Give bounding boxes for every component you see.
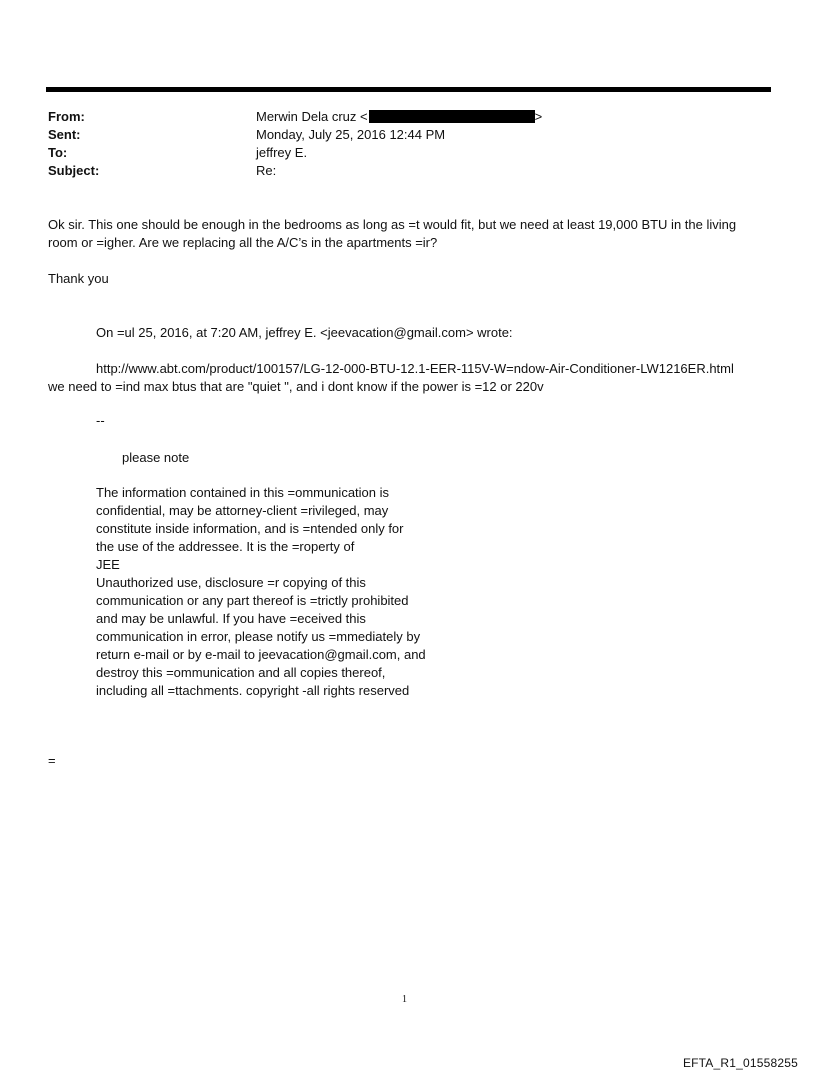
header-divider bbox=[46, 87, 771, 92]
to-row bbox=[48, 144, 768, 162]
disclaimer-line: confidential, may be attorney-client =rivileged, may bbox=[96, 503, 389, 518]
confidentiality-disclaimer bbox=[96, 484, 456, 700]
from-label: From: bbox=[48, 109, 85, 124]
disclaimer-line: Unauthorized use, disclosure =r copying of this bbox=[96, 575, 366, 590]
trailing-equals-mark: = bbox=[48, 753, 56, 768]
disclaimer-line: JEE bbox=[96, 557, 120, 572]
from-email-close: > bbox=[534, 109, 543, 124]
please-note-heading: please note bbox=[122, 450, 190, 465]
disclaimer-line: return e-mail or by e-mail to jeevacation@gmail.com, and bbox=[96, 647, 426, 662]
product-link[interactable]: http://www.abt.com/product/100157/LG-12-000-BTU-12.1-EER-115V-W=ndow-Air-Conditioner-LW1216ER.html bbox=[96, 361, 734, 376]
quoted-intro: On =ul 25, 2016, at 7:20 AM, jeffrey E. <jeevacation@gmail.com> wrote: bbox=[96, 325, 513, 340]
to-value: jeffrey E. bbox=[256, 145, 308, 160]
page-number: 1 bbox=[402, 994, 407, 1005]
redaction-bar bbox=[369, 110, 535, 123]
signature-separator: -- bbox=[96, 413, 105, 428]
sent-value: Monday, July 25, 2016 12:44 PM bbox=[256, 127, 446, 142]
subject-label: Subject: bbox=[48, 163, 100, 178]
reply-signoff: Thank you bbox=[48, 271, 109, 286]
bates-number: EFTA_R1_01558255 bbox=[682, 1056, 798, 1070]
from-row bbox=[48, 108, 768, 126]
disclaimer-line: including all =ttachments. copyright -all rights reserved bbox=[96, 683, 410, 698]
disclaimer-line: communication in error, please notify us =mmediately by bbox=[96, 629, 421, 644]
disclaimer-line: communication or any part thereof is =trictly prohibited bbox=[96, 593, 409, 608]
reply-paragraph: Ok sir. This one should be enough in the bedrooms as long as =t would fit, but we need at least 19,000 BTU in the living room or =igher. Are we replacing all the A/C’s in the apartments =ir? bbox=[48, 217, 737, 250]
from-value bbox=[256, 108, 542, 126]
disclaimer-line: the use of the addressee. It is the =roperty of bbox=[96, 539, 355, 554]
disclaimer-line: and may be unlawful. If you have =eceived this bbox=[96, 611, 366, 626]
from-sender-name: Merwin Dela cruz < bbox=[256, 109, 368, 124]
subject-value: Re: bbox=[256, 163, 277, 178]
disclaimer-line: constitute inside information, and is =ntended only for bbox=[96, 521, 404, 536]
quoted-continuation: we need to =ind max btus that are "quiet ", and i dont know if the power is =12 or 220v bbox=[48, 379, 544, 394]
disclaimer-line: The information contained in this =ommunication is bbox=[96, 485, 390, 500]
subject-row bbox=[48, 162, 768, 180]
to-label: To: bbox=[48, 145, 68, 160]
quoted-message bbox=[48, 360, 770, 396]
sent-row bbox=[48, 126, 768, 144]
sent-label: Sent: bbox=[48, 127, 81, 142]
disclaimer-line: destroy this =ommunication and all copies thereof, bbox=[96, 665, 386, 680]
email-header-block bbox=[48, 108, 768, 180]
